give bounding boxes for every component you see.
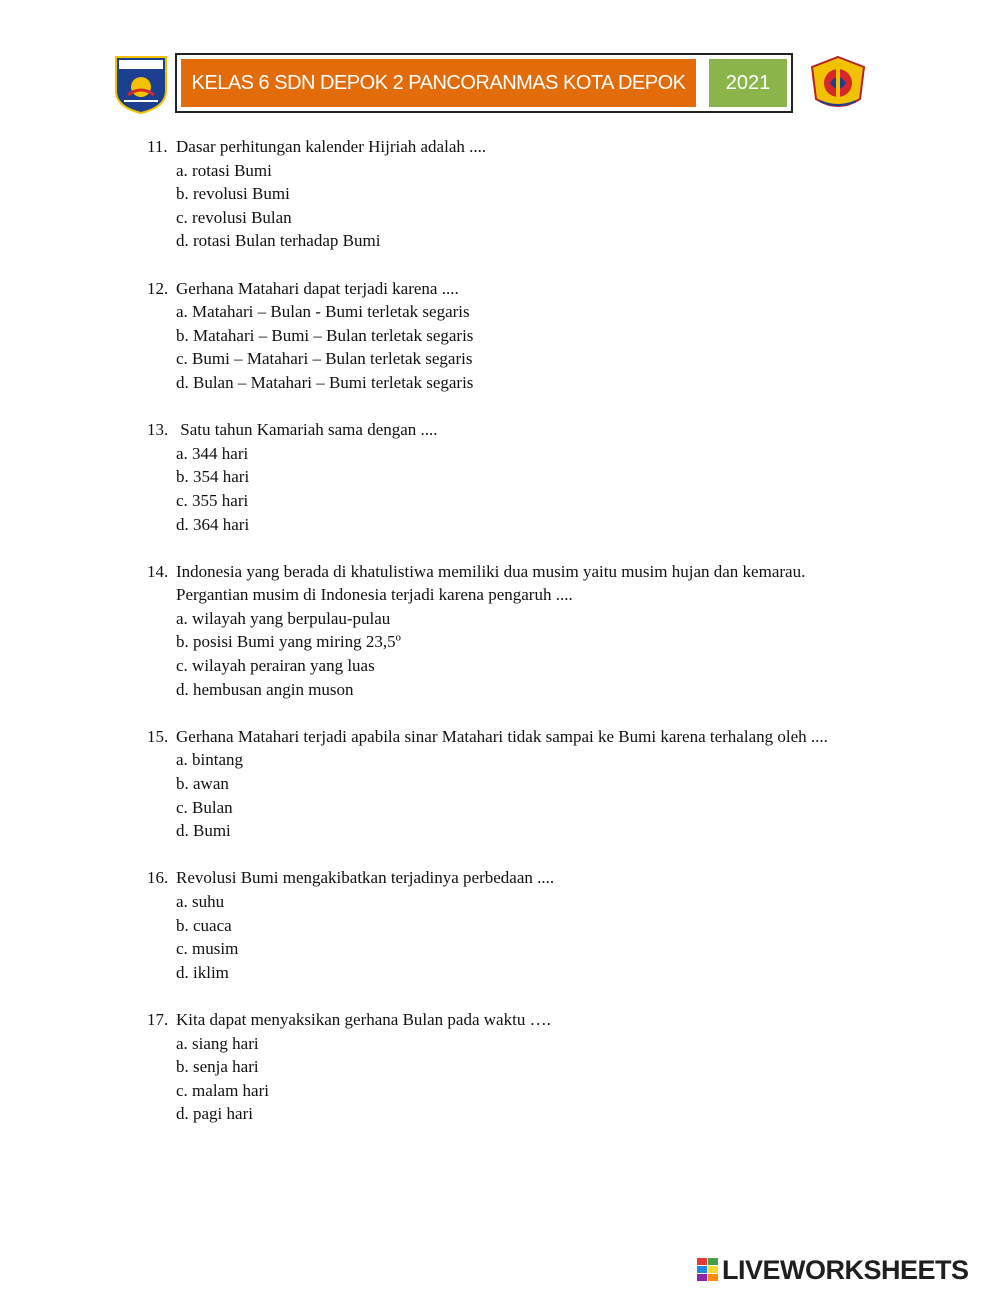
question-number: 15.: [147, 726, 169, 746]
header-title: KELAS 6 SDN DEPOK 2 PANCORANMAS KOTA DEPOK: [181, 59, 696, 107]
question-text: Indonesia yang berada di khatulistiwa memiliki dua musim yaitu musim hujan dan kemarau.: [176, 561, 806, 581]
question-text: Revolusi Bumi mengakibatkan terjadinya perbedaan ....: [176, 868, 555, 888]
question-13: [147, 418, 887, 536]
question-11: [147, 135, 887, 253]
question-16: [147, 866, 887, 984]
option-b: b. cuaca: [176, 915, 232, 935]
option-a: a. rotasi Bumi: [176, 160, 272, 180]
option-a: a. siang hari: [176, 1033, 259, 1053]
liveworksheets-logo-text: LIVEWORKSHEETS: [722, 1254, 969, 1285]
option-d: d. iklim: [176, 962, 229, 982]
option-b: b. senja hari: [176, 1057, 259, 1077]
question-15: [147, 725, 887, 843]
option-a: a. bintang: [176, 750, 244, 770]
question-17: [147, 1008, 887, 1126]
school-emblem-icon: [808, 55, 868, 115]
option-c: c. musim: [176, 939, 239, 959]
question-text: Dasar perhitungan kalender Hijriah adalah ....: [176, 137, 487, 156]
question-number: 17.: [147, 1009, 169, 1029]
question-text: Kita dapat menyaksikan gerhana Bulan pada waktu ….: [176, 1009, 551, 1029]
question-number: 14.: [147, 561, 169, 581]
option-a: a. suhu: [176, 892, 225, 911]
option-d: d. rotasi Bulan terhadap Bumi: [176, 231, 381, 251]
question-text: Gerhana Matahari terjadi apabila sinar Matahari tidak sampai ke Bumi karena terhalang oleh ....: [176, 726, 828, 746]
option-d: d. pagi hari: [176, 1104, 253, 1124]
option-b: b. revolusi Bumi: [176, 184, 290, 204]
option-a: a. 344 hari: [176, 443, 249, 463]
question-number: 11.: [147, 137, 168, 156]
question-text-continued: Pergantian musim di Indonesia terjadi karena pengaruh ....: [176, 585, 573, 605]
option-b: b. 354 hari: [176, 467, 250, 487]
question-text: Gerhana Matahari dapat terjadi karena ....: [176, 278, 459, 298]
option-b: b. awan: [176, 774, 229, 794]
question-12: [147, 277, 887, 395]
question-number: 12.: [147, 278, 169, 298]
option-c: c. malam hari: [176, 1080, 269, 1100]
question-number: 16.: [147, 868, 169, 888]
option-c: c. revolusi Bulan: [176, 207, 292, 227]
option-d: d. Bumi: [176, 821, 231, 841]
option-a: a. wilayah yang berpulau-pulau: [176, 608, 391, 628]
header-banner: [175, 53, 793, 113]
question-list: [147, 135, 887, 1150]
kota-depok-crest-icon: [114, 55, 168, 115]
header-year: 2021: [709, 59, 787, 107]
question-14: [147, 560, 887, 702]
question-text: Satu tahun Kamariah sama dengan ....: [176, 420, 438, 440]
option-c: c. Bulan: [176, 797, 233, 817]
option-b: b. posisi Bumi yang miring 23,5º: [176, 632, 401, 652]
liveworksheets-logo[interactable]: [697, 1256, 969, 1284]
question-number: 13.: [147, 420, 169, 440]
option-b: b. Matahari – Bumi – Bulan terletak segaris: [176, 325, 474, 345]
option-d: d. hembusan angin muson: [176, 679, 354, 699]
option-c: c. wilayah perairan yang luas: [176, 656, 375, 676]
liveworksheets-blocks-icon: [697, 1258, 719, 1282]
option-d: d. 364 hari: [176, 514, 250, 534]
option-d: d. Bulan – Matahari – Bumi terletak segaris: [176, 372, 474, 392]
option-a: a. Matahari – Bulan - Bumi terletak segaris: [176, 302, 470, 322]
option-c: c. Bumi – Matahari – Bulan terletak segaris: [176, 349, 473, 369]
option-c: c. 355 hari: [176, 490, 249, 510]
